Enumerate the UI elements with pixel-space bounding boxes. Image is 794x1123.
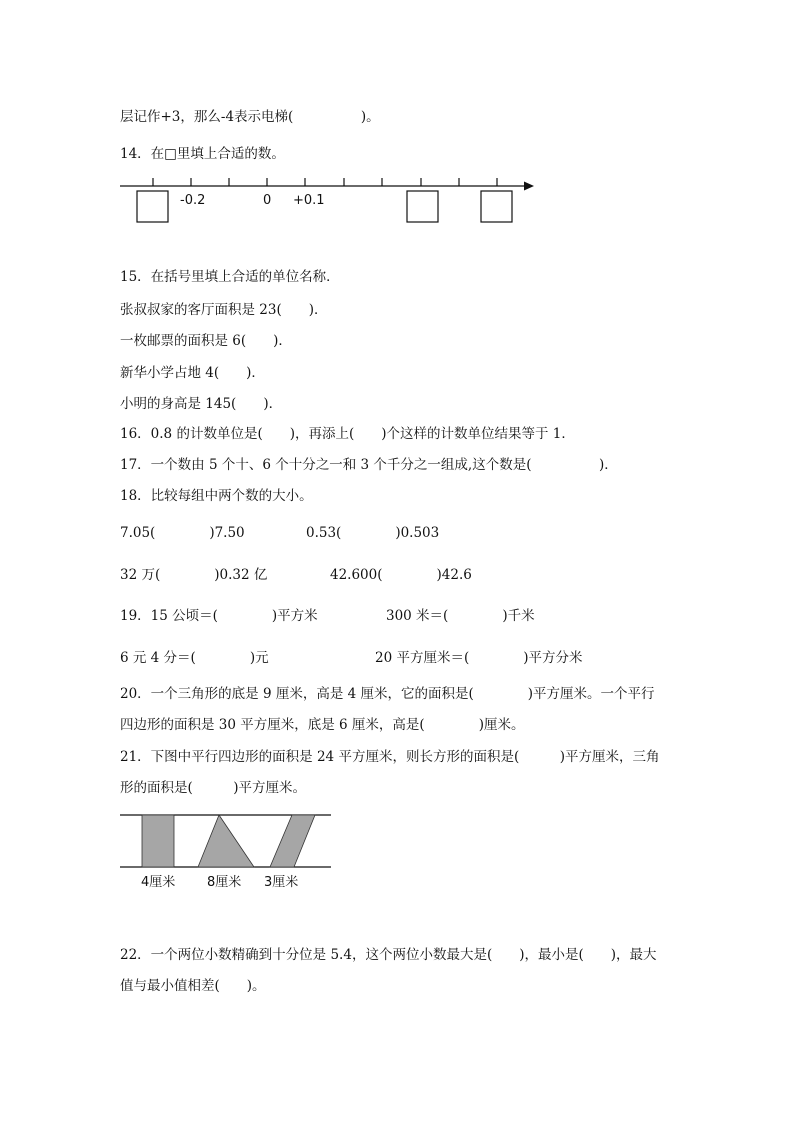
number-line-ticks [153, 178, 497, 186]
q14-prompt: 14．在□里填上合适的数。 [120, 146, 285, 162]
q18-compare-b2: 42.600( )42.6 [330, 567, 472, 583]
q20-line-2: 四边形的面积是 30 平方厘米，底是 6 厘米，高是( )厘米。 [120, 717, 525, 733]
answer-box-2 [407, 191, 438, 222]
answer-box-1 [137, 191, 168, 222]
tick-label-zero: 0 [263, 193, 272, 208]
q19-convert-a2: 300 米＝( )千米 [386, 608, 535, 624]
q17-prompt: 17．一个数由 5 个十、6 个十分之一和 3 个千分之一组成,这个数是( )． [120, 457, 618, 473]
q19-convert-a1: 19．15 公顷＝( )平方米 [120, 608, 318, 624]
q22-line-2: 值与最小值相差( )。 [120, 978, 266, 994]
q19-convert-b2: 20 平方厘米＝( )平方分米 [375, 650, 583, 666]
q18-prompt: 18．比较每组中两个数的大小。 [120, 488, 313, 504]
q19-convert-b1: 6 元 4 分＝( )元 [120, 650, 269, 666]
triangle-base-label: 8厘米 [207, 875, 242, 890]
q13-tail: 层记作+3，那么-4表示电梯( )。 [120, 109, 380, 125]
rectangle-base-label: 4厘米 [141, 875, 176, 890]
q15-item-b: 一枚邮票的面积是 6( )． [120, 333, 292, 349]
q16-prompt: 16．0.8 的计数单位是( )，再添上( )个这样的计数单位结果等于 1． [120, 426, 575, 442]
q18-compare-a1: 7.05( )7.50 [120, 525, 245, 541]
q18-compare-a2: 0.53( )0.503 [306, 525, 440, 541]
parallelogram-base-label: 3厘米 [264, 875, 299, 890]
q22-line-1: 22．一个两位小数精确到十分位是 5.4，这个两位小数最大是( )，最小是( )，最大 [120, 947, 657, 963]
q20-line-1: 20．一个三角形的底是 9 厘米，高是 4 厘米，它的面积是( )平方厘米。一个平行 [120, 686, 655, 702]
tick-label-pos-0-1: +0.1 [293, 193, 325, 208]
q15-item-c: 新华小学占地 4( )． [120, 365, 265, 381]
rectangle-shape [142, 815, 174, 867]
tick-label-neg-0-2: -0.2 [180, 193, 206, 208]
q18-compare-b1: 32 万( )0.32 亿 [120, 567, 268, 583]
q21-line-1: 21．下图中平行四边形的面积是 24 平方厘米，则长方形的面积是( )平方厘米，三角 [120, 749, 660, 765]
parallelogram-shape [270, 815, 315, 867]
answer-box-3 [481, 191, 512, 222]
q15-item-d: 小明的身高是 145( )． [120, 396, 283, 412]
q15-prompt: 15．在括号里填上合适的单位名称． [120, 269, 340, 285]
q21-line-2: 形的面积是( )平方厘米。 [120, 780, 307, 796]
triangle-shape [198, 815, 254, 867]
arrow-icon [524, 182, 534, 191]
q15-item-a: 张叔叔家的客厅面积是 23( )． [120, 302, 328, 318]
